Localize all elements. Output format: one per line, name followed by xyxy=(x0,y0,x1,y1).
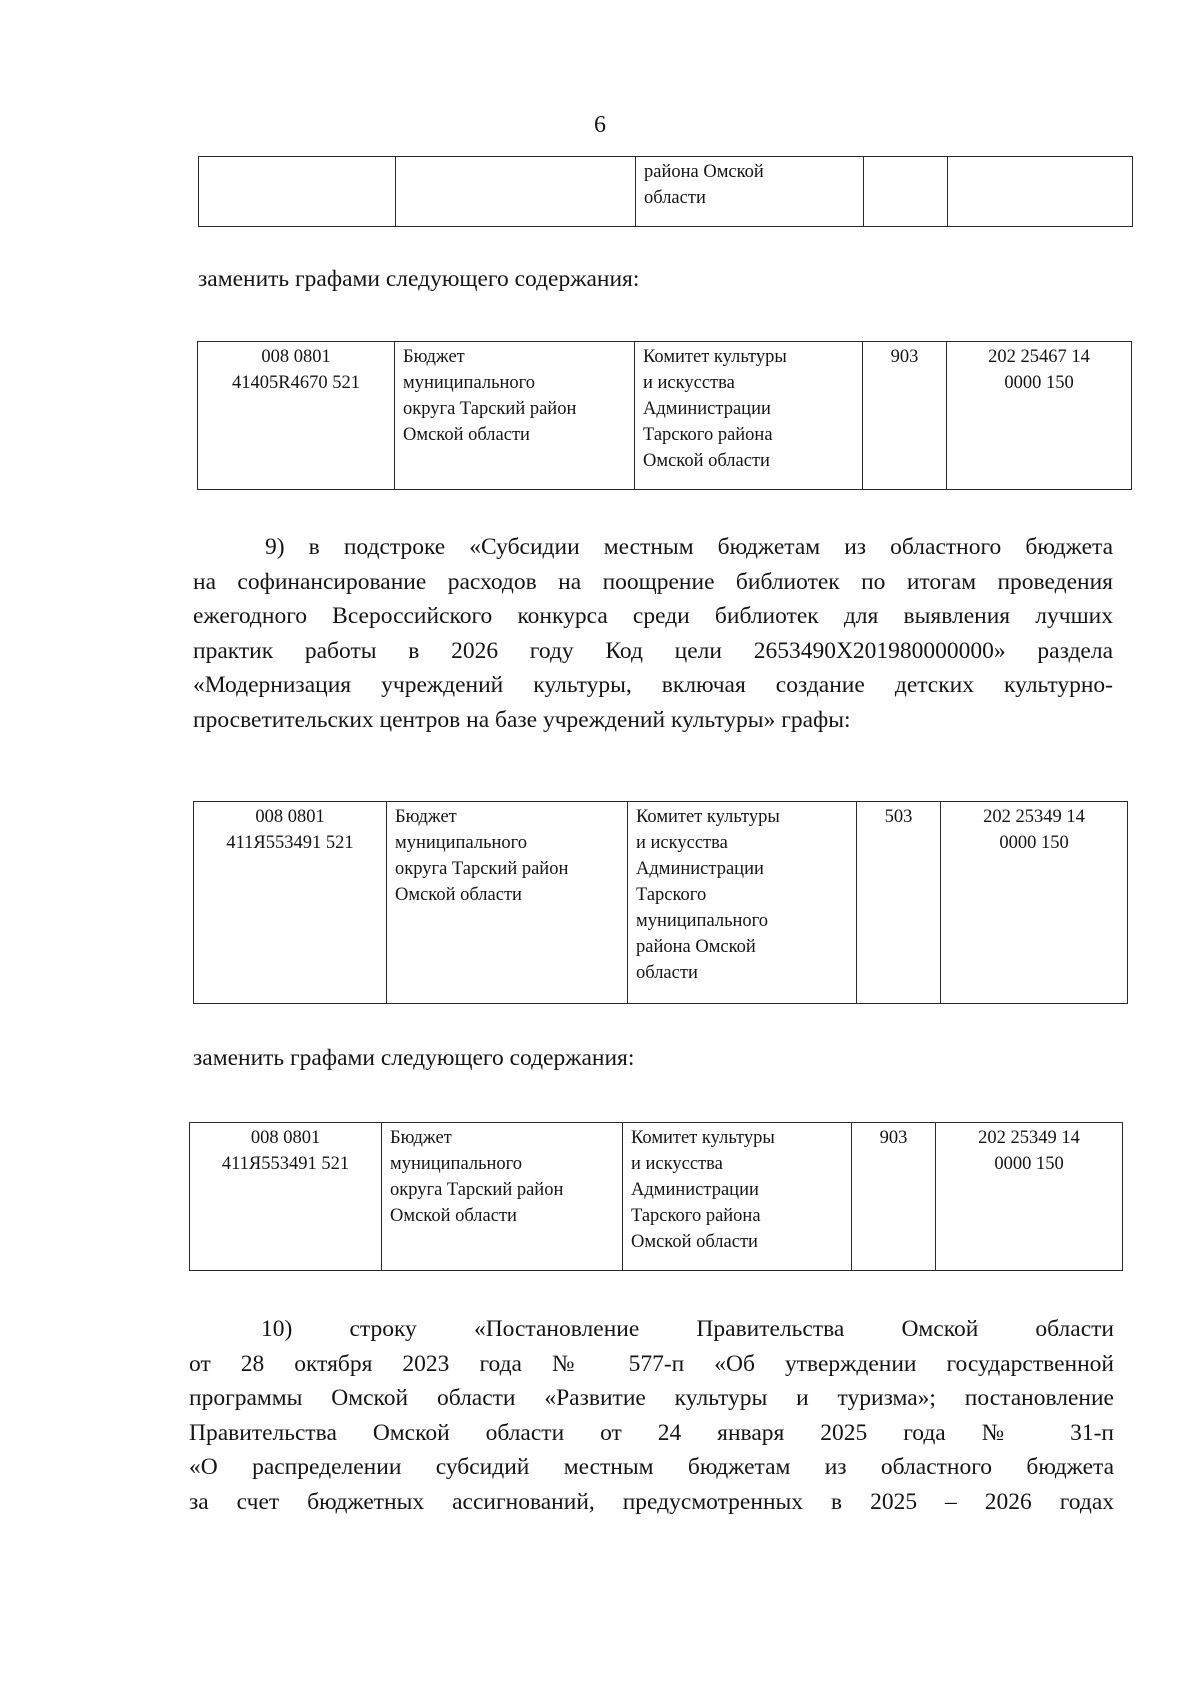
cell-line: 0000 150 xyxy=(994,1154,1064,1174)
table-cell xyxy=(948,157,1133,227)
cell-line: района Омской xyxy=(644,162,764,182)
paragraph-9 xyxy=(193,530,1113,737)
paragraph-10 xyxy=(189,1312,1114,1519)
table-cell-budget xyxy=(387,802,628,1004)
cell-line: 008 0801 xyxy=(250,1128,321,1148)
table-cell-budget xyxy=(395,342,635,490)
cell-line: 008 0801 xyxy=(261,347,331,367)
cell-line: 411Я553491 521 xyxy=(226,833,354,853)
cell-line: 411Я553491 521 xyxy=(221,1154,350,1174)
table-cell-kbk xyxy=(947,342,1132,490)
cell-line: муниципального xyxy=(403,373,536,393)
cell-line: 202 25349 14 xyxy=(978,1128,1080,1148)
cell-line: Тарского xyxy=(636,885,707,905)
table-cell xyxy=(636,157,864,227)
cell-line: округа Тарский район xyxy=(390,1180,564,1200)
cell-line: и искусства xyxy=(631,1154,723,1174)
cell-line: Администрации xyxy=(643,399,771,419)
cell-line: района Омской xyxy=(636,937,756,957)
cell-line: 0000 150 xyxy=(1004,373,1074,393)
table-row xyxy=(198,342,1132,490)
paragraph-line: от 28 октября 2023 года № 577-п «Об утверждении государственной xyxy=(189,1350,1114,1377)
table-row xyxy=(199,157,1133,227)
cell-line: Омской области xyxy=(403,425,530,445)
cell-line: Администрации xyxy=(636,859,764,879)
paragraph-line: за счет бюджетных ассигнований, предусмотренных в 2025 – 2026 годах xyxy=(189,1488,1114,1515)
cell-line: 202 25467 14 xyxy=(988,347,1090,367)
cell-line: округа Тарский район xyxy=(395,859,569,879)
cell-line: Тарского района xyxy=(643,425,773,445)
table-cell-administrator xyxy=(628,802,857,1004)
paragraph-line: просветительских центров на базе учреждений культуры» графы: xyxy=(193,706,851,733)
cell-line: и искусства xyxy=(643,373,735,393)
table-cell-code xyxy=(198,342,395,490)
cell-line: 0000 150 xyxy=(999,833,1069,853)
table-cell-number: 903 xyxy=(852,1123,936,1271)
cell-line: муниципального xyxy=(395,833,528,853)
cell-line: и искусства xyxy=(636,833,728,853)
cell-line: муниципального xyxy=(636,911,769,931)
paragraph-line: на софинансирование расходов на поощрение библиотек по итогам проведения xyxy=(193,568,1113,595)
paragraph-line: 9) в подстроке «Субсидии местным бюджетам из областного бюджета xyxy=(265,534,1113,560)
cell-line: округа Тарский район xyxy=(403,399,577,419)
cell-line: Тарского района xyxy=(631,1206,761,1226)
paragraph-line: ежегодного Всероссийского конкурса среди библиотек для выявления лучших xyxy=(193,603,1113,629)
replace-label: заменить графами следующего содержания: xyxy=(193,1045,635,1071)
cell-line: области xyxy=(644,188,706,208)
cell-line: Омской области xyxy=(631,1232,758,1252)
table-cell-number: 903 xyxy=(863,342,947,490)
table-cell xyxy=(199,157,396,227)
cell-line: 008 0801 xyxy=(255,807,325,827)
table-cell-administrator xyxy=(635,342,863,490)
cell-line: области xyxy=(636,963,698,983)
table-cell-number: 503 xyxy=(857,802,941,1004)
paragraph-line: «Модернизация учреждений культуры, включая создание детских культурно- xyxy=(193,672,1113,698)
cell-line: Комитет культуры xyxy=(636,807,780,827)
cell-line: 41405R4670 521 xyxy=(232,373,360,393)
replace-label: заменить графами следующего содержания: xyxy=(198,266,640,292)
cell-line: Бюджет xyxy=(403,347,465,367)
cell-line: Администрации xyxy=(631,1180,759,1200)
replacement-table-1 xyxy=(197,341,1132,490)
paragraph-line: 10) строку «Постановление Правительства Омской области xyxy=(261,1316,1114,1342)
table-cell xyxy=(864,157,948,227)
table-cell-budget xyxy=(382,1123,623,1271)
cell-line: муниципального xyxy=(390,1154,523,1174)
cell-line: Комитет культуры xyxy=(631,1128,775,1148)
table-cell-kbk xyxy=(941,802,1128,1004)
cell-line: Омской области xyxy=(390,1206,517,1226)
cell-line: Омской области xyxy=(395,885,522,905)
page-number: 6 xyxy=(594,112,606,138)
table-cell-code xyxy=(190,1123,382,1271)
paragraph-line: программы Омской области «Развитие культуры и туризма»; постановление xyxy=(189,1385,1114,1411)
table-cell-code xyxy=(194,802,387,1004)
cell-line: Комитет культуры xyxy=(643,347,787,367)
cell-line: Омской области xyxy=(643,451,770,471)
table-row xyxy=(190,1123,1123,1271)
table-cell-kbk xyxy=(936,1123,1123,1271)
paragraph-line: Правительства Омской области от 24 января 2025 года № 31-п xyxy=(189,1419,1114,1446)
cell-line: Бюджет xyxy=(395,807,457,827)
replacement-table-3 xyxy=(189,1122,1123,1271)
table-cell xyxy=(396,157,636,227)
paragraph-line: «О распределении субсидий местным бюджетам из областного бюджета xyxy=(189,1454,1114,1480)
table-cell-administrator xyxy=(623,1123,852,1271)
table-fragment-top xyxy=(198,156,1133,227)
paragraph-line: практик работы в 2026 году Код цели 2653490Х201980000000» раздела xyxy=(193,637,1113,664)
cell-line: 202 25349 14 xyxy=(983,807,1085,827)
original-table-2 xyxy=(193,801,1128,1004)
cell-line: Бюджет xyxy=(390,1128,452,1148)
table-row xyxy=(194,802,1128,1004)
